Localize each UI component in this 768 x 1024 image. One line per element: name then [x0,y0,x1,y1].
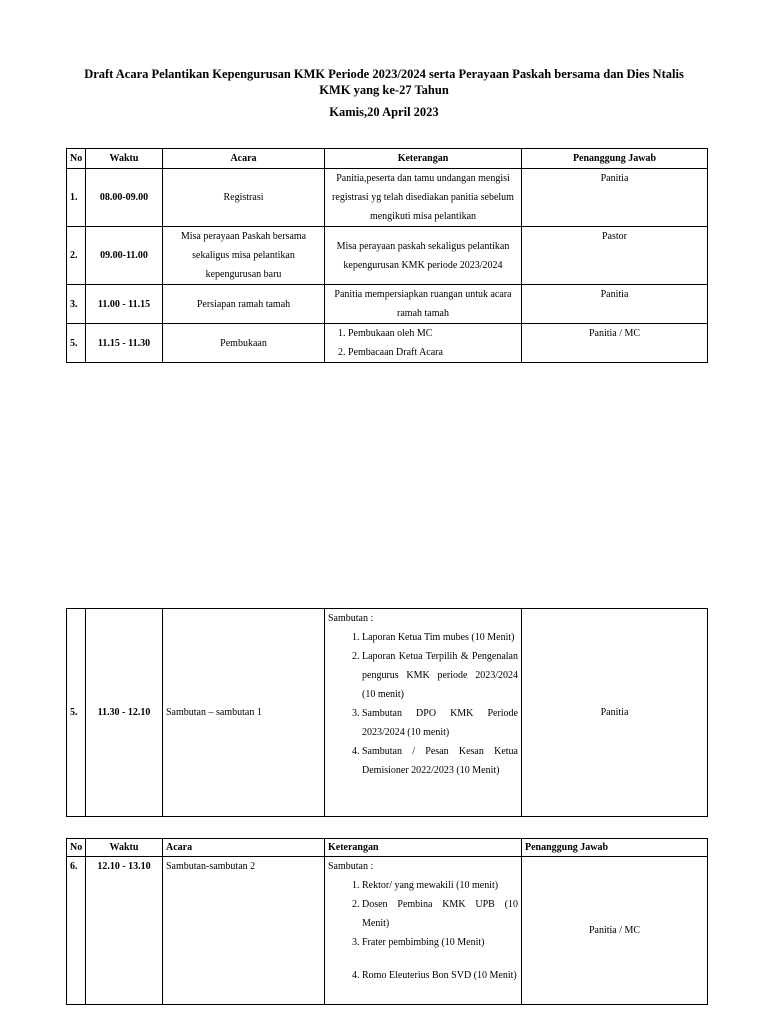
event-date: Kamis,20 April 2023 [329,105,439,119]
list-item: 3. Frater pembimbing (10 Menit) [362,933,518,952]
table-row [67,857,708,1005]
row-no: 3. [67,285,86,324]
schedule-table-2 [66,608,708,817]
table-row [67,169,708,227]
row-penanggung-jawab: Panitia [522,609,708,817]
row-acara: Registrasi [163,169,325,227]
header-waktu: Waktu [86,839,163,857]
list-item: 3. Sambutan DPO KMK Periode 2023/2024 (10 menit) [362,704,518,742]
list-item: 4. Sambutan / Pesan Kesan Ketua Demisioner 2022/2023 (10 Menit) [362,742,518,780]
row-penanggung-jawab: Panitia / MC [522,857,708,1005]
table-row [67,285,708,324]
row-waktu: 11.15 - 11.30 [86,324,163,363]
table-row [67,227,708,285]
header-no: No [67,149,86,169]
row-waktu: 09.00-11.00 [86,227,163,285]
row-waktu: 12.10 - 13.10 [86,857,163,1005]
list-item: 1. Pembukaan oleh MC [348,324,518,343]
table-row [67,609,708,817]
row-keterangan [325,857,522,1005]
row-acara: Sambutan – sambutan 1 [163,609,325,817]
schedule-table-1 [66,148,708,363]
header-keterangan: Keterangan [325,149,522,169]
header-acara: Acara [163,839,325,857]
header-waktu: Waktu [86,149,163,169]
row-penanggung-jawab: Pastor [522,227,708,285]
title-line-2: KMK yang ke-27 Tahun [319,83,449,97]
list-item: 2. Dosen Pembina KMK UPB (10 Menit) [362,895,518,933]
row-keterangan: Misa perayaan paskah sekaligus pelantikan kepengurusan KMK periode 2023/2024 [325,227,522,285]
keterangan-intro: Sambutan : [328,861,374,872]
row-acara: Misa perayaan Paskah bersama sekaligus misa pelantikan kepengurusan baru [163,227,325,285]
row-waktu: 11.00 - 11.15 [86,285,163,324]
header-penanggung-jawab: Penanggung Jawab [522,839,708,857]
row-acara: Sambutan-sambutan 2 [163,857,325,1005]
row-no: 6. [67,857,86,1005]
table-row [67,324,708,363]
header-penanggung-jawab: Penanggung Jawab [522,149,708,169]
header-no: No [67,839,86,857]
row-keterangan [325,609,522,817]
row-waktu: 11.30 - 12.10 [86,609,163,817]
row-keterangan: Panitia mempersiapkan ruangan untuk acara ramah tamah [325,285,522,324]
row-waktu: 08.00-09.00 [86,169,163,227]
keterangan-intro: Sambutan : [328,613,374,624]
row-penanggung-jawab: Panitia / MC [522,324,708,363]
header-acara: Acara [163,149,325,169]
row-no: 2. [67,227,86,285]
document-title [60,66,708,98]
title-line-1: Draft Acara Pelantikan Kepengurusan KMK Periode 2023/2024 serta Perayaan Paskah bersama dan Dies Ntalis [84,67,684,81]
row-no: 1. [67,169,86,227]
row-penanggung-jawab: Panitia [522,285,708,324]
row-acara: Pembukaan [163,324,325,363]
row-keterangan: Panitia,peserta dan tamu undangan mengisi registrasi yg telah disediakan panitia sebelum mengikuti misa pelantikan [325,169,522,227]
header-keterangan: Keterangan [325,839,522,857]
row-acara: Persiapan ramah tamah [163,285,325,324]
row-keterangan [325,324,522,363]
list-item: 1. Rektor/ yang mewakili (10 menit) [362,876,518,895]
row-penanggung-jawab: Panitia [522,169,708,227]
row-no: 5. [67,609,86,817]
list-item: 4. Romo Eleuterius Bon SVD (10 Menit) [362,966,518,985]
list-item: 1. Laporan Ketua Tim mubes (10 Menit) [362,628,518,647]
schedule-table-3 [66,838,708,1005]
row-no: 5. [67,324,86,363]
list-item: 2. Laporan Ketua Terpilih & Pengenalan pengurus KMK periode 2023/2024 (10 menit) [362,647,518,704]
table-header-row [67,839,708,857]
list-item: 2. Pembacaan Draft Acara [348,343,518,362]
table-header-row [67,149,708,169]
